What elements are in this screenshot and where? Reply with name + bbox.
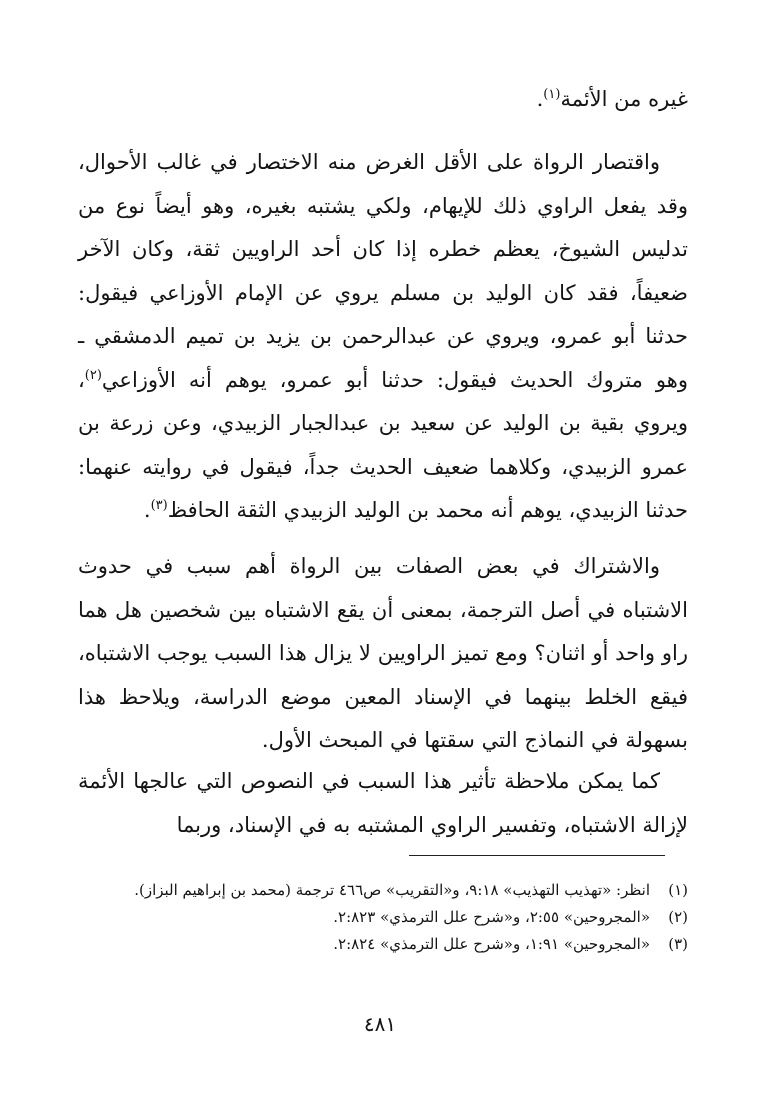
footnote-ref-3: (٣) bbox=[150, 498, 168, 513]
footnote-text: انظر: «تهذيب التهذيب» ٩:١٨، و«التقريب» ص٤٦٦ ترجمة (محمد بن إبراهيم البزاز). bbox=[134, 881, 650, 899]
footnote-2 bbox=[80, 905, 688, 930]
footnote-1 bbox=[80, 878, 688, 903]
paragraph-end: . bbox=[143, 498, 151, 522]
paragraph-intro bbox=[78, 78, 688, 122]
page-number: ٤٨١ bbox=[363, 1012, 397, 1036]
footnote-text: «المجروحين» ٢:٥٥، و«شرح علل الترمذي» ٢:٨٢٣. bbox=[333, 908, 650, 926]
paragraph-end: . bbox=[536, 87, 544, 111]
footnote-number: (٣) bbox=[668, 935, 688, 953]
paragraph-shared-attributes bbox=[78, 545, 688, 763]
paragraph-text-part-1: واقتصار الرواة على الأقل الغرض منه الاختصار في غالب الأحوال، وقد يفعل الراوي ذلك للإيهام، ولكي يشتبه بغيره، وهو أيضاً نوع من تدليس الشيوخ، يعظم خطره إذا كان أحد الراويين ثقة، وكان الآخر ضعيفاً، فقد كان الوليد بن مسلم يروي عن الإمام الأوزاعي فيقول: حدثنا أبو عمرو، ويروي عن عبدالرحمن بن يزيد بن تميم الدمشقي ـ وهو متروك الحديث فيقول: حدثنا أبو عمرو، يوهم أنه الأوزاعي bbox=[78, 150, 688, 392]
footnotes bbox=[80, 878, 688, 959]
footnote-text: «المجروحين» ١:٩١، و«شرح علل الترمذي» ٢:٨٢٤. bbox=[333, 935, 650, 953]
footnote-3 bbox=[80, 932, 688, 957]
paragraph-abbreviation bbox=[78, 141, 688, 533]
footnote-ref-1: (١) bbox=[543, 87, 561, 102]
paragraph-text: والاشتراك في بعض الصفات بين الرواة أهم سبب في حدوث الاشتباه في أصل الترجمة، بمعنى أن يقع الاشتباه بين شخصين هل هما راو واحد أو اثنان؟ ومع تميز الراويين لا يزال هذا السبب يوجب الاشتباه، فيقع الخلط بينهما في الإسناد المعين موضع الدراسة، ويلاحظ هذا بسهولة في النماذج التي سقتها في المبحث الأول. bbox=[78, 554, 688, 752]
paragraph-text: كما يمكن ملاحظة تأثير هذا السبب في النصوص التي عالجها الأئمة لإزالة الاشتباه، وتفسير الراوي المشتبه به في الإسناد، وربما bbox=[78, 769, 688, 837]
footnote-number: (٢) bbox=[668, 908, 688, 926]
footnote-number: (١) bbox=[668, 881, 688, 899]
paragraph-text: غيره من الأئمة bbox=[560, 87, 688, 111]
paragraph-influence bbox=[78, 760, 688, 847]
footnote-separator bbox=[409, 855, 665, 856]
footnote-ref-2: (٢) bbox=[84, 367, 102, 383]
paragraph-text-part-2: ، ويروي بقية بن الوليد عن سعيد بن عبدالجبار الزبيدي، وعن زرعة بن عمرو الزبيدي، وكلاهما ضعيف الحديث جداً، فيقول في روايته عنهما: حدثنا الزبيدي، يوهم أنه محمد بن الوليد الزبيدي الثقة الحافظ bbox=[78, 367, 688, 522]
